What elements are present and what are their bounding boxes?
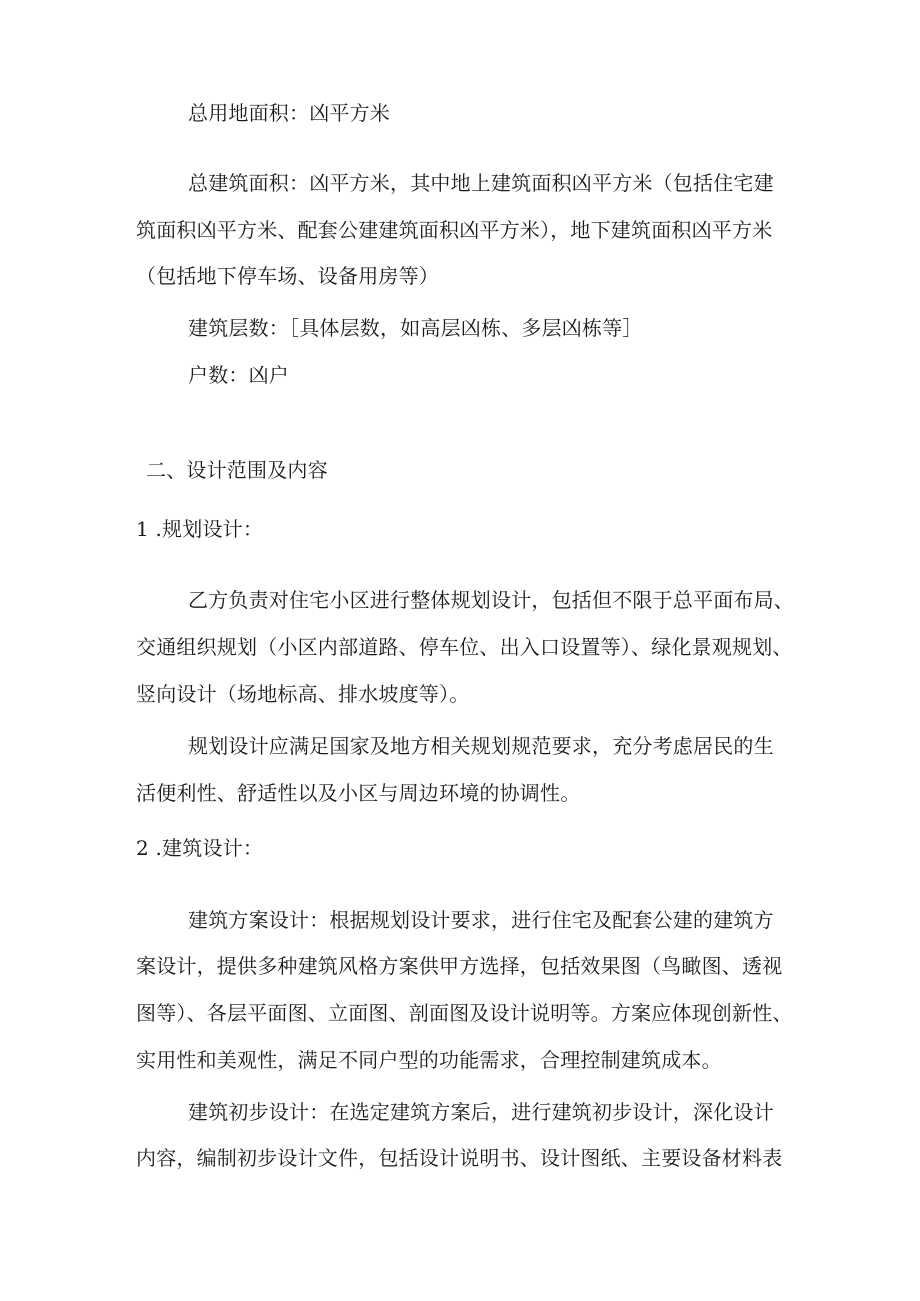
architecture-heading: 2 .建筑设计：	[136, 836, 264, 860]
architecture-para1-line2: 案设计，提供多种建筑风格方案供甲方选择，包括效果图（鸟瞰图、透视	[136, 954, 783, 978]
households-line: 户数：凶户	[188, 363, 289, 387]
planning-para1-line3: 竖向设计（场地标高、排水坡度等）。	[136, 682, 470, 706]
architecture-para2-line2: 内容，编制初步设计文件，包括设计说明书、设计图纸、主要设备材料表	[136, 1146, 783, 1170]
architecture-para2-line1: 建筑初步设计：在选定建筑方案后，进行建筑初步设计，深化设计	[188, 1100, 774, 1124]
planning-para1-line1: 乙方负责对住宅小区进行整体规划设计，包括但不限于总平面布局、	[188, 588, 794, 612]
architecture-para1-line1: 建筑方案设计：根据规划设计要求，进行住宅及配套公建的建筑方	[188, 908, 774, 932]
section-heading: 二、设计范围及内容	[146, 458, 328, 482]
planning-para1-line2: 交通组织规划（小区内部道路、停车位、出入口设置等）、绿化景观规划、	[136, 635, 793, 659]
planning-para2-line1: 规划设计应满足国家及地方相关规划规范要求，充分考虑居民的生	[188, 734, 774, 758]
floors-line: 建筑层数：［具体层数，如高层凶栋、多层凶栋等］	[188, 316, 643, 340]
architecture-para1-line3: 图等）、各层平面图、立面图、剖面图及设计说明等。方案应体现创新性、	[136, 1001, 793, 1025]
building-area-line-1: 总建筑面积：凶平方米，其中地上建筑面积凶平方米（包括住宅建	[188, 171, 774, 195]
building-area-line-2: 筑面积凶平方米、配套公建建筑面积凶平方米），地下建筑面积凶平方米	[136, 218, 773, 242]
planning-heading: 1 .规划设计：	[136, 517, 264, 541]
land-area-line: 总用地面积：凶平方米	[188, 101, 390, 125]
architecture-para1-line4: 实用性和美观性，满足不同户型的功能需求，合理控制建筑成本。	[136, 1048, 722, 1072]
building-area-line-3: （包括地下停车场、设备用房等）	[136, 264, 439, 288]
planning-para2-line2: 活便利性、舒适性以及小区与周边环境的协调性。	[136, 781, 581, 805]
